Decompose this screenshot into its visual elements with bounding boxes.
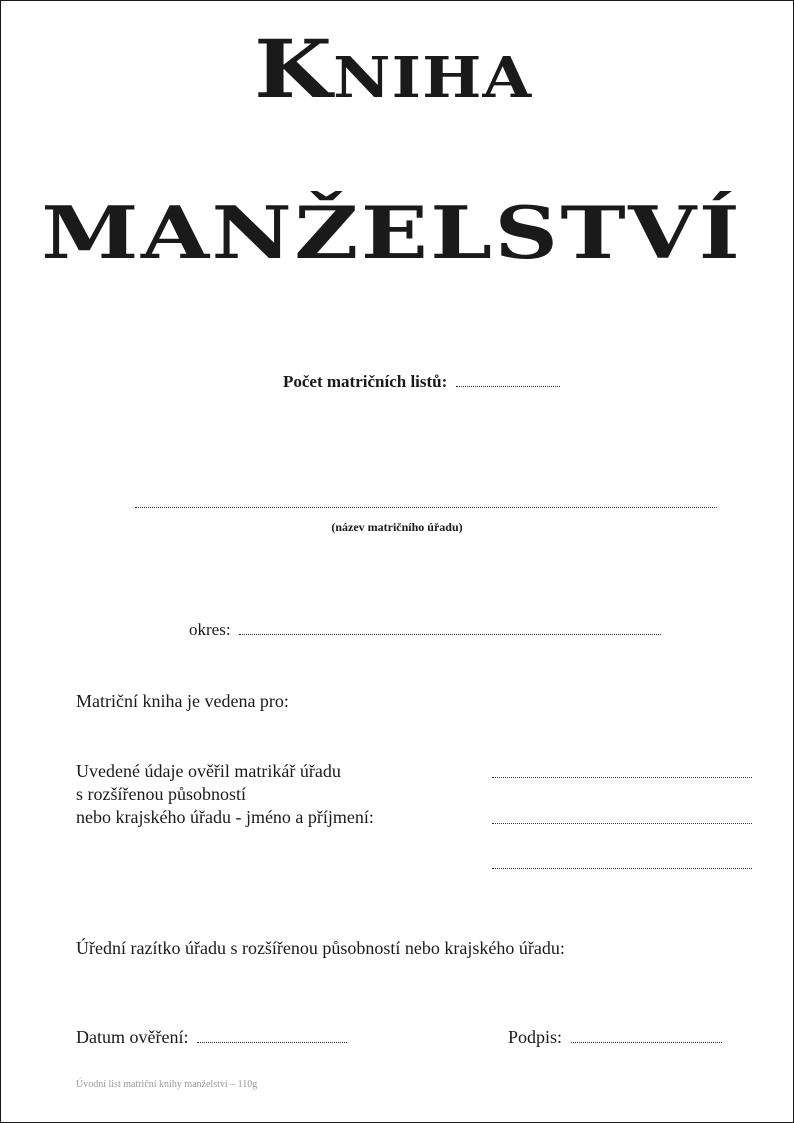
footer-note: Úvodní list matriční knihy manželství – 110g bbox=[76, 1079, 258, 1090]
official-stamp-label: Úřední razítko úřadu s rozšířenou působností nebo krajského úřadu: bbox=[76, 938, 565, 958]
title-line-2: MANŽELSTVÍ bbox=[41, 190, 743, 275]
verified-by-line-1: Uvedené údaje ověřil matrikář úřadu bbox=[76, 761, 341, 781]
verified-by-block bbox=[76, 760, 374, 829]
verification-date-label: Datum ověření: bbox=[76, 1027, 189, 1047]
title-line-1: Kniha bbox=[254, 22, 533, 116]
verified-by-field-2[interactable] bbox=[492, 813, 752, 824]
sheet-count-label: Počet matričních listů: bbox=[283, 372, 448, 391]
signature-label: Podpis: bbox=[508, 1027, 563, 1047]
kept-for-label: Matriční kniha je vedena pro: bbox=[76, 691, 289, 711]
verified-by-line-2: s rozšířenou působností bbox=[76, 784, 246, 804]
verification-date-row bbox=[76, 1027, 347, 1048]
registry-office-field[interactable] bbox=[135, 495, 717, 508]
signature-field[interactable] bbox=[571, 1028, 722, 1043]
sheet-count-field[interactable] bbox=[456, 372, 560, 387]
district-field[interactable] bbox=[239, 620, 661, 635]
signature-row bbox=[508, 1027, 722, 1048]
district-label: okres: bbox=[189, 620, 231, 639]
district-row bbox=[189, 620, 661, 640]
verified-by-line-3: nebo krajského úřadu - jméno a příjmení: bbox=[76, 807, 374, 827]
verification-date-field[interactable] bbox=[197, 1028, 347, 1043]
verified-by-field-3[interactable] bbox=[492, 858, 752, 869]
verified-by-field-1[interactable] bbox=[492, 767, 752, 778]
sheet-count-row bbox=[283, 372, 560, 392]
registry-office-caption: (název matričního úřadu) bbox=[331, 520, 463, 534]
